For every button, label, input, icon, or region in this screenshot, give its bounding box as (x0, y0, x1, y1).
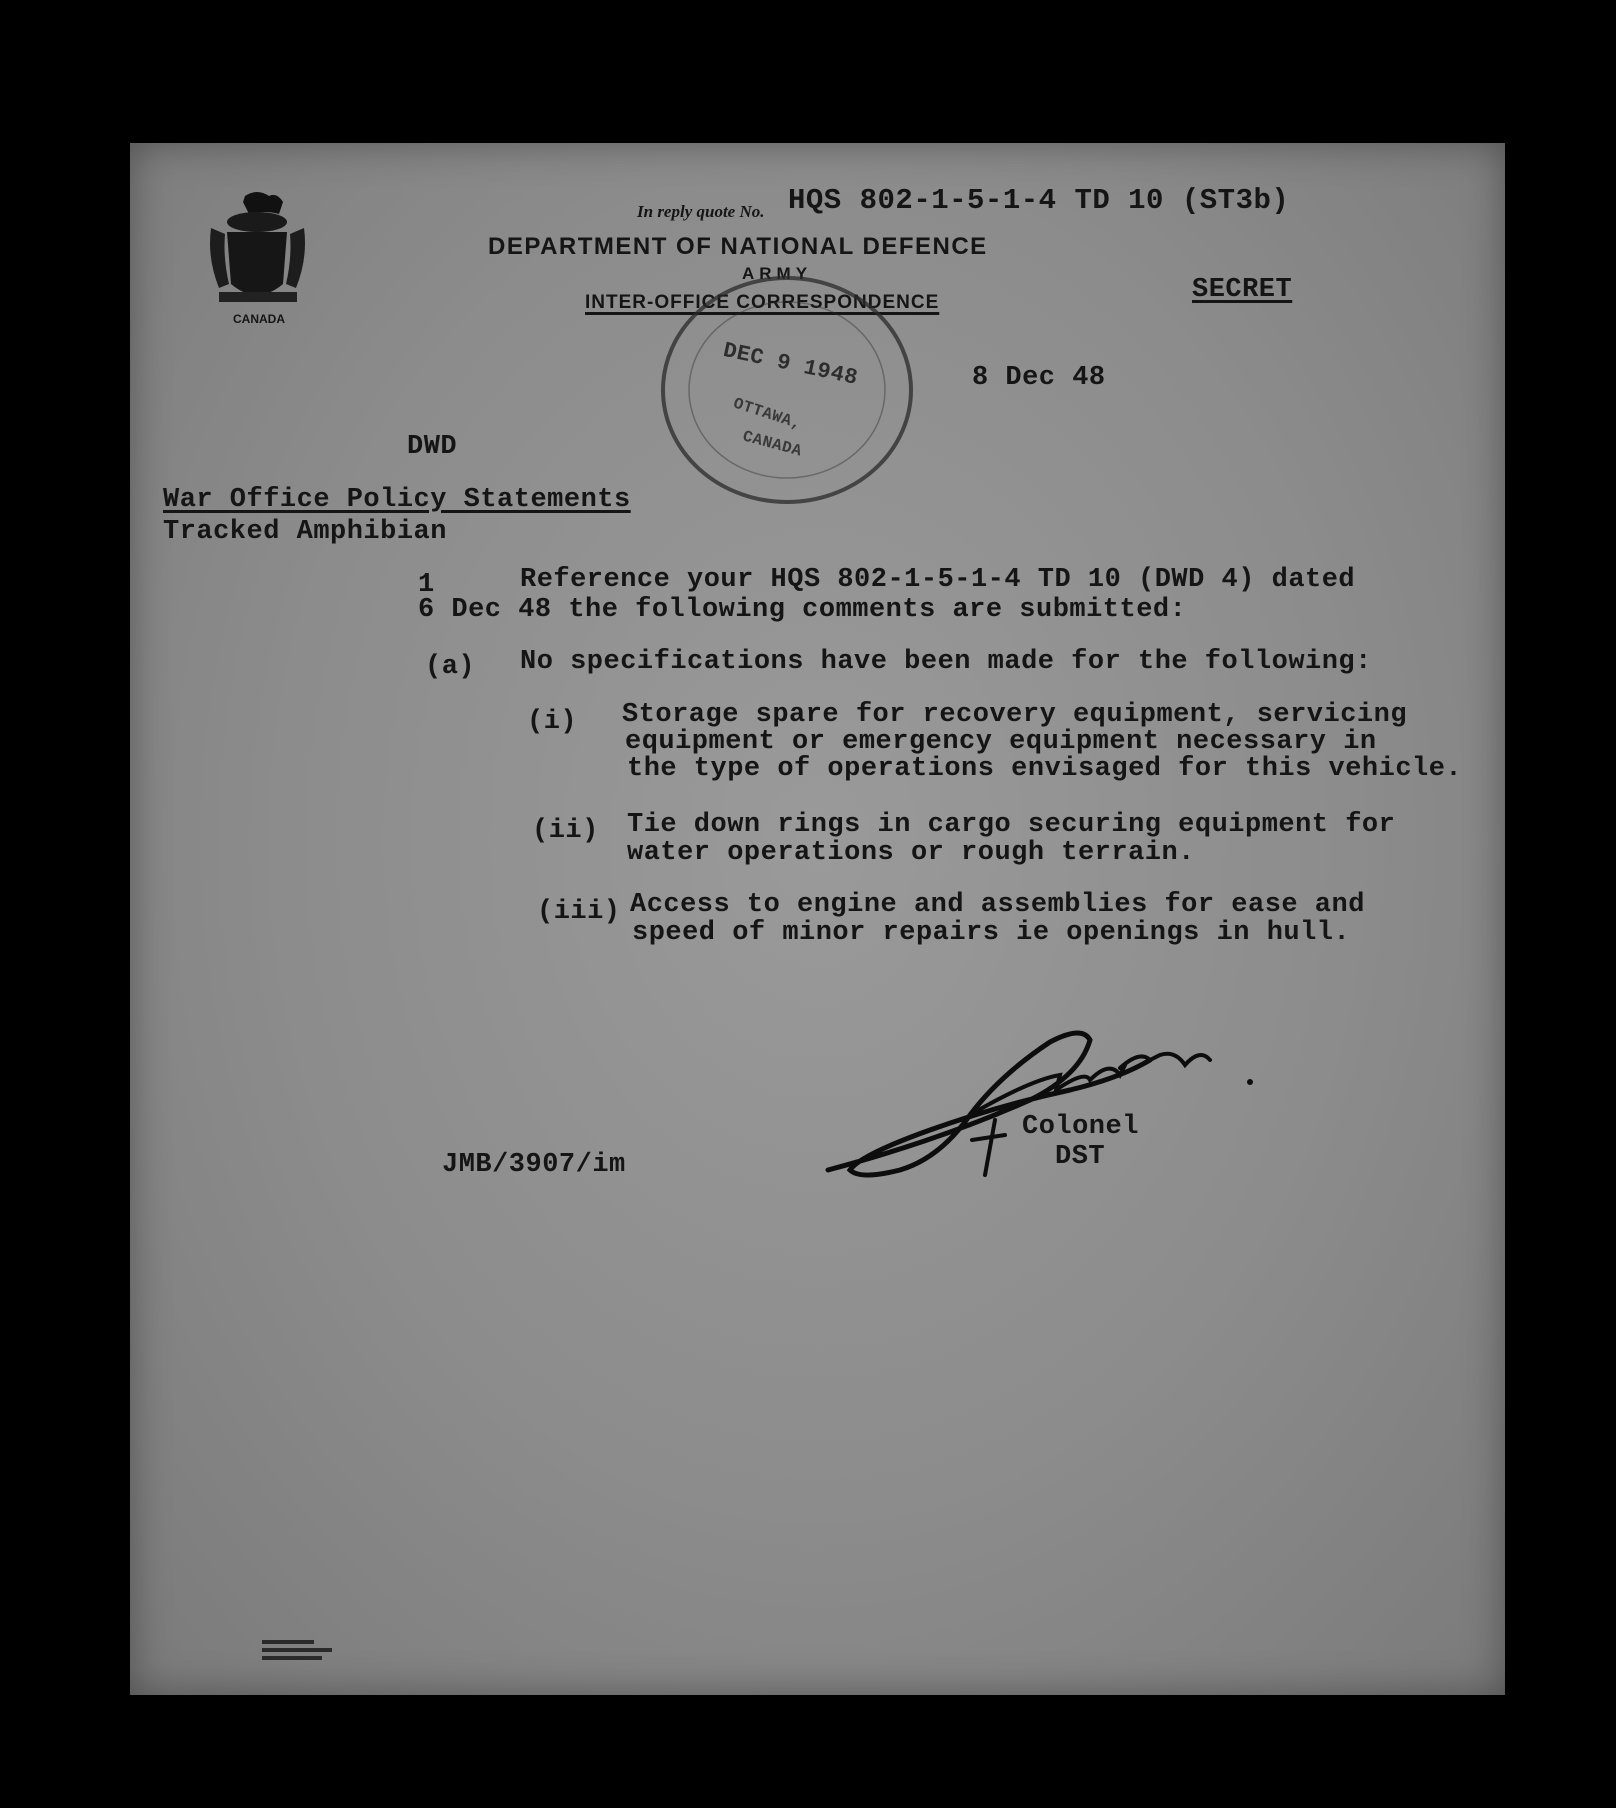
sub-item-line: water operations or rough terrain. (627, 838, 1195, 868)
form-title: INTER-OFFICE CORRESPONDENCE (585, 292, 940, 313)
printer-imprint (262, 1638, 332, 1660)
sub-item-label: (i) (527, 707, 578, 737)
paragraph-number: 1 (418, 570, 435, 600)
letter-date: 8 Dec 48 (972, 363, 1106, 393)
stamp-date: DEC 9 1948 (720, 338, 861, 391)
sub-item-line: Storage spare for recovery equipment, servicing (622, 700, 1408, 730)
reply-quote-number: HQS 802-1-5-1-4 TD 10 (ST3b) (788, 184, 1290, 217)
sub-item-label: (iii) (537, 897, 621, 927)
sub-item-line: Access to engine and assemblies for ease and (630, 890, 1365, 920)
typist-reference: JMB/3907/im (442, 1150, 626, 1180)
received-stamp (655, 270, 920, 510)
item-a-text: No specifications have been made for the following: (520, 647, 1372, 677)
reply-quote-label: In reply quote No. (637, 202, 765, 221)
coat-of-arms-crest (205, 188, 310, 328)
signature-rank: Colonel (1022, 1112, 1139, 1142)
sub-item-line: Tie down rings in cargo securing equipment for (627, 810, 1396, 840)
sub-item-label: (ii) (532, 816, 599, 846)
department-title: DEPARTMENT OF NATIONAL DEFENCE (488, 233, 988, 260)
paragraph-1-line-2: 6 Dec 48 the following comments are submitted: (418, 595, 1187, 625)
branch-title: ARMY (742, 264, 813, 283)
classification-secret: SECRET (1192, 275, 1293, 305)
subject-line-2: Tracked Amphibian (163, 517, 447, 547)
signature-appointment: DST (1055, 1142, 1106, 1172)
addressee: DWD (407, 432, 458, 462)
sub-item-line: equipment or emergency equipment necessary in (625, 727, 1377, 757)
stamp-city: OTTAWA, (730, 394, 804, 434)
sub-item-line: speed of minor repairs ie openings in hull. (632, 918, 1351, 948)
subject-line-1: War Office Policy Statements (163, 485, 631, 515)
sub-item-line: the type of operations envisaged for this vehicle. (627, 754, 1463, 784)
stamp-country: CANADA (740, 427, 804, 461)
handwritten-signature (820, 1020, 1270, 1195)
item-a-label: (a) (425, 652, 476, 682)
paragraph-1-line-1: Reference your HQS 802-1-5-1-4 TD 10 (DWD 4) dated (520, 565, 1356, 595)
crest-caption: CANADA (233, 312, 285, 326)
